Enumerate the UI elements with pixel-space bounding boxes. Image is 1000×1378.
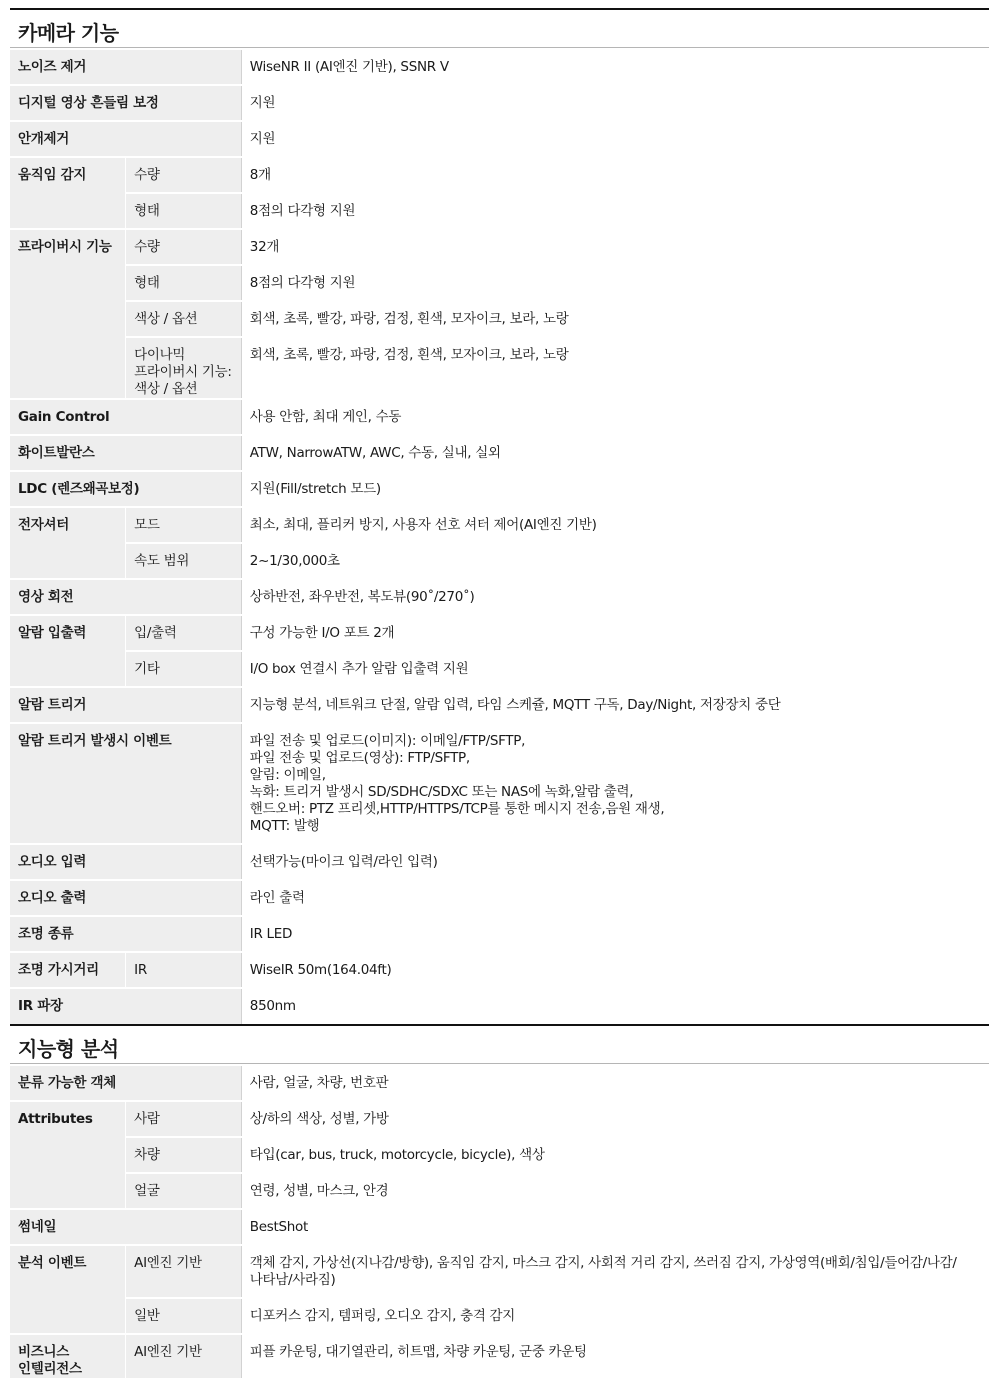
spec-value-line: BestShot (249, 1219, 308, 1235)
spec-subcategory: 얼굴 (126, 1173, 242, 1209)
table-row (10, 952, 989, 988)
spec-value-line: 지원 (249, 131, 276, 147)
spec-value (241, 1245, 989, 1298)
spec-value (241, 399, 989, 435)
spec-category: 노이즈 제거 (10, 49, 241, 85)
spec-subcategory: 수량 (126, 229, 242, 265)
table-row (10, 579, 989, 615)
table-row (10, 229, 989, 265)
spec-subcategory: 다이나믹 프라이버시 기능: 색상 / 옵션 (126, 337, 242, 399)
spec-value-line: 8점의 다각형 지원 (249, 275, 356, 291)
spec-category: 안개제거 (10, 121, 241, 157)
spec-value (241, 916, 989, 952)
spec-subcategory: 기타 (126, 651, 242, 687)
spec-category: 조명 종류 (10, 916, 241, 952)
spec-value (241, 435, 989, 471)
spec-value-line: 상/하의 색상, 성별, 가방 (249, 1111, 389, 1127)
spec-value (241, 1065, 989, 1101)
spec-value (241, 337, 989, 399)
spec-category: 화이트발란스 (10, 435, 241, 471)
spec-value-line: IR LED (249, 926, 293, 942)
table-row (10, 1334, 989, 1378)
table-row (10, 157, 989, 193)
spec-category: 영상 회전 (10, 579, 241, 615)
spec-category: 썸네일 (10, 1209, 241, 1245)
spec-value-line: 8개 (249, 167, 271, 183)
spec-value-line: 회색, 초록, 빨강, 파랑, 검정, 흰색, 모자이크, 보라, 노랑 (249, 347, 569, 363)
spec-subcategory: AI엔진 기반 (126, 1334, 242, 1378)
spec-value-line: ATW, NarrowATW, AWC, 수동, 실내, 실외 (249, 445, 501, 461)
spec-value (241, 723, 989, 844)
spec-value (241, 1209, 989, 1245)
spec-value-line: WiseNR II (AI엔진 기반), SSNR V (249, 59, 449, 75)
spec-category: 오디오 출력 (10, 880, 241, 916)
spec-category: 분류 가능한 객체 (10, 1065, 241, 1101)
table-row (10, 399, 989, 435)
spec-value (241, 1298, 989, 1334)
table-row (10, 1137, 989, 1173)
spec-value-line: 회색, 초록, 빨강, 파랑, 검정, 흰색, 모자이크, 보라, 노랑 (249, 311, 569, 327)
spec-value (241, 1334, 989, 1378)
spec-value-line: 디포커스 감지, 템퍼링, 오디오 감지, 충격 감지 (249, 1308, 516, 1324)
spec-category: 디지털 영상 흔들림 보정 (10, 85, 241, 121)
table-row (10, 121, 989, 157)
table-row (10, 687, 989, 723)
table-row (10, 651, 989, 687)
table-row (10, 85, 989, 121)
spec-value (241, 880, 989, 916)
spec-category: 전자셔터 (10, 507, 126, 579)
table-row (10, 988, 989, 1024)
spec-category: LDC (렌즈왜곡보정) (10, 471, 241, 507)
section-title: 지능형 분석 (10, 1024, 989, 1064)
spec-value-line: WiseIR 50m(164.04ft) (249, 962, 392, 978)
spec-subcategory: IR (126, 952, 242, 988)
spec-category: 분석 이벤트 (10, 1245, 126, 1334)
spec-value-line: 상하반전, 좌우반전, 복도뷰(90˚/270˚) (249, 589, 475, 605)
spec-category: Attributes (10, 1101, 126, 1209)
spec-value (241, 49, 989, 85)
spec-value (241, 507, 989, 543)
table-row (10, 1245, 989, 1298)
spec-subcategory: 차량 (126, 1137, 242, 1173)
table-row (10, 1298, 989, 1334)
spec-value-line: 지원(Fill/stretch 모드) (249, 481, 381, 497)
spec-value (241, 157, 989, 193)
spec-category: 알람 입출력 (10, 615, 126, 687)
spec-subcategory: 속도 범위 (126, 543, 242, 579)
spec-value-line: 사용 안함, 최대 게인, 수동 (249, 409, 402, 425)
spec-subcategory: 수량 (126, 157, 242, 193)
spec-value-line: 녹화: 트리거 발생시 SD/SDHC/SDXC 또는 NAS에 녹화,알람 출력, (249, 784, 634, 800)
spec-value (241, 85, 989, 121)
table-row (10, 1065, 989, 1101)
spec-value-line: 사람, 얼굴, 차량, 번호판 (249, 1075, 389, 1091)
spec-value (241, 471, 989, 507)
spec-sheet (10, 8, 989, 1378)
spec-subcategory: 사람 (126, 1101, 242, 1137)
spec-value (241, 1137, 989, 1173)
table-row (10, 1209, 989, 1245)
spec-value (241, 193, 989, 229)
spec-value-line: 피플 카운팅, 대기열관리, 히트맵, 차량 카운팅, 군중 카운팅 (249, 1344, 587, 1360)
spec-value (241, 229, 989, 265)
spec-subcategory: 입/출력 (126, 615, 242, 651)
spec-value-line: 8점의 다각형 지원 (249, 203, 356, 219)
spec-value (241, 615, 989, 651)
spec-subcategory: 모드 (126, 507, 242, 543)
spec-value-line: 객체 감지, 가상선(지나감/방향), 움직임 감지, 마스크 감지, 사회적 거리 감지, 쓰러짐 감지, 가상영역(배회/침입/들어감/나감/나타남/사라짐) (249, 1255, 957, 1288)
table-row (10, 880, 989, 916)
table-row (10, 1101, 989, 1137)
spec-value-line: 지원 (249, 95, 276, 111)
table-row (10, 615, 989, 651)
table-row (10, 507, 989, 543)
spec-category: 알람 트리거 (10, 687, 241, 723)
spec-value (241, 952, 989, 988)
table-row (10, 723, 989, 844)
spec-value (241, 121, 989, 157)
table-row (10, 435, 989, 471)
spec-category: 움직임 감지 (10, 157, 126, 229)
spec-value-line: 850nm (249, 998, 296, 1014)
spec-value-line: 알림: 이메일, (249, 767, 326, 783)
spec-category: 프라이버시 기능 (10, 229, 126, 399)
spec-value-line: 2~1/30,000초 (249, 553, 340, 569)
table-row (10, 265, 989, 301)
spec-table (10, 1064, 989, 1378)
table-row (10, 193, 989, 229)
spec-category: Gain Control (10, 399, 241, 435)
spec-subcategory: 형태 (126, 193, 242, 229)
spec-category: 오디오 입력 (10, 844, 241, 880)
spec-value-line: 지능형 분석, 네트워크 단절, 알람 입력, 타임 스케쥴, MQTT 구독, Day/Night, 저장장치 중단 (249, 697, 781, 713)
spec-category: 알람 트리거 발생시 이벤트 (10, 723, 241, 844)
spec-value (241, 844, 989, 880)
spec-value-line: 핸드오버: PTZ 프리셋,HTTP/HTTPS/TCP를 통한 메시지 전송,음원 재생, (249, 801, 665, 817)
spec-value-line: 32개 (249, 239, 280, 255)
spec-subcategory: AI엔진 기반 (126, 1245, 242, 1298)
table-row (10, 844, 989, 880)
spec-value (241, 543, 989, 579)
spec-subcategory: 형태 (126, 265, 242, 301)
section-title: 카메라 기능 (10, 8, 989, 48)
spec-value-line: I/O box 연결시 추가 알람 입출력 지원 (249, 661, 469, 677)
table-row (10, 543, 989, 579)
spec-value-line: 파일 전송 및 업로드(이미지): 이메일/FTP/SFTP, (249, 733, 526, 749)
spec-category: IR 파장 (10, 988, 241, 1024)
spec-table (10, 48, 989, 1024)
spec-value-line: 구성 가능한 I/O 포트 2개 (249, 625, 395, 641)
spec-value-line: MQTT: 발행 (249, 818, 320, 834)
spec-value (241, 1173, 989, 1209)
spec-value (241, 1101, 989, 1137)
spec-subcategory: 일반 (126, 1298, 242, 1334)
spec-value (241, 687, 989, 723)
spec-value-line: 파일 전송 및 업로드(영상): FTP/SFTP, (249, 750, 470, 766)
spec-category: 조명 가시거리 (10, 952, 126, 988)
spec-category: 비즈니스 인텔리전스 (10, 1334, 126, 1378)
spec-value-line: 타입(car, bus, truck, motorcycle, bicycle), 색상 (249, 1147, 545, 1163)
table-row (10, 471, 989, 507)
spec-value-line: 연령, 성별, 마스크, 안경 (249, 1183, 389, 1199)
table-row (10, 301, 989, 337)
spec-value-line: 선택가능(마이크 입력/라인 입력) (249, 854, 438, 870)
spec-value (241, 301, 989, 337)
table-row (10, 337, 989, 399)
table-row (10, 916, 989, 952)
spec-value-line: 라인 출력 (249, 890, 305, 906)
table-row (10, 1173, 989, 1209)
table-row (10, 49, 989, 85)
spec-value (241, 579, 989, 615)
spec-value-line: 최소, 최대, 플리커 방지, 사용자 선호 셔터 제어(AI엔진 기반) (249, 517, 597, 533)
spec-value (241, 651, 989, 687)
spec-value (241, 988, 989, 1024)
spec-subcategory: 색상 / 옵션 (126, 301, 242, 337)
spec-value (241, 265, 989, 301)
